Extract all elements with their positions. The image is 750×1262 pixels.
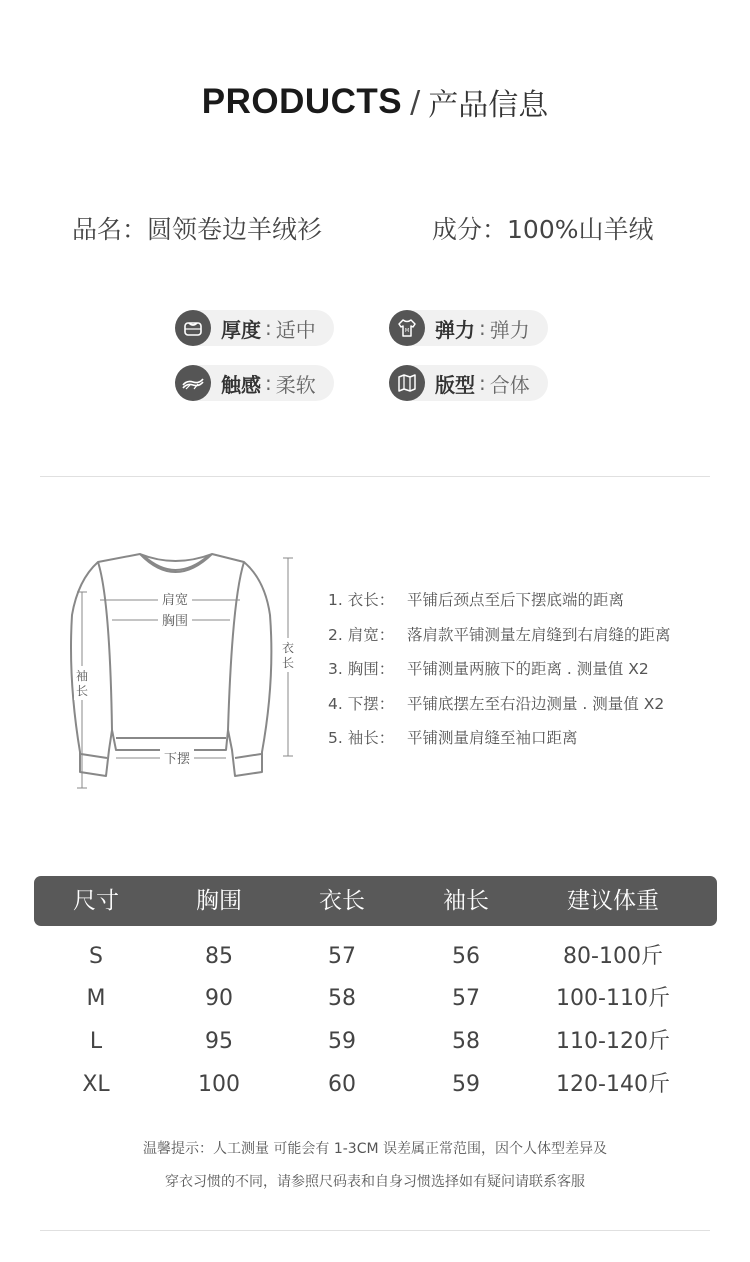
label-sleeve-1: 袖: [75, 669, 89, 683]
pattern-map-icon: [389, 365, 425, 401]
feature-colon: :: [265, 371, 272, 395]
cell-weight: 110-120斤: [556, 1029, 670, 1054]
sweater-diagram: [60, 540, 310, 800]
cell-size: L: [89, 1029, 103, 1054]
product-name-label: 品名：: [72, 215, 148, 244]
table-row: [0, 936, 750, 978]
bottom-divider: [40, 1230, 710, 1231]
product-material-value: 100%山羊绒: [507, 215, 654, 244]
cell-size: M: [86, 986, 106, 1011]
feature-value: 弹力: [489, 317, 530, 342]
cell-sleeve: 59: [452, 1072, 480, 1097]
title-separator: /: [410, 84, 421, 120]
fabric-touch-icon: [175, 365, 211, 401]
feature-touch: [175, 365, 334, 401]
note-label: 3. 胸围：: [328, 660, 395, 678]
cell-sleeve: 57: [452, 986, 480, 1011]
svg-text:M: M: [404, 328, 410, 334]
feature-colon: :: [265, 316, 272, 340]
cell-sleeve: 56: [452, 944, 480, 969]
note-label: 2. 肩宽：: [328, 625, 395, 644]
cell-length: 58: [328, 986, 356, 1011]
note-text: 平铺底摆左至右沿边测量 . 测量值 X2: [407, 694, 665, 713]
feature-label: 弹力: [435, 317, 475, 342]
divider: [40, 476, 710, 477]
cell-weight: 100-110斤: [556, 986, 670, 1011]
cell-length: 57: [328, 944, 356, 969]
label-length-2: 长: [281, 656, 295, 670]
title-en: PRODUCTS: [201, 82, 403, 121]
header-chest: 胸围: [196, 888, 242, 914]
label-hem: 下摆: [163, 752, 191, 767]
label-sleeve-2: 长: [75, 684, 89, 698]
cell-size: S: [89, 944, 103, 969]
table-row: [0, 1021, 750, 1063]
title-cn: 产品信息: [428, 88, 549, 123]
cell-chest: 100: [198, 1072, 240, 1097]
product-material: [432, 210, 654, 246]
cell-weight: 120-140斤: [556, 1072, 670, 1097]
product-name: [72, 210, 322, 246]
note-item: [328, 657, 671, 692]
note-text: 落肩款平铺测量左肩缝到右肩缝的距离: [407, 625, 671, 644]
cell-length: 60: [328, 1072, 356, 1097]
label-shoulder: 肩宽: [161, 593, 189, 608]
page-title: [0, 80, 750, 124]
table-row: [0, 978, 750, 1020]
tshirt-icon: [389, 310, 425, 346]
note-item: [328, 726, 671, 761]
cell-chest: 85: [205, 944, 233, 969]
sweater-folded-icon: [175, 310, 211, 346]
note-label: 5. 袖长：: [328, 729, 395, 747]
feature-value: 柔软: [275, 372, 316, 397]
note-item: [328, 623, 671, 658]
feature-label: 厚度: [221, 317, 261, 342]
note-item: [328, 692, 671, 727]
header-weight: 建议体重: [567, 888, 659, 914]
product-name-value: 圆领卷边羊绒衫: [147, 215, 323, 244]
product-material-label: 成分：: [432, 215, 508, 244]
note-text: 平铺测量两腋下的距离 . 测量值 X2: [407, 660, 649, 678]
tip-line-2: 穿衣习惯的不同，请参照尺码表和自身习惯选择如有疑问请联系客服: [165, 1174, 585, 1190]
note-text: 平铺后颈点至后下摆底端的距离: [407, 591, 625, 609]
cell-size: XL: [82, 1072, 110, 1097]
note-item: [328, 588, 671, 623]
label-length-1: 衣: [281, 641, 295, 655]
feature-colon: :: [479, 316, 486, 340]
table-row: [0, 1064, 750, 1106]
feature-label: 触感: [221, 372, 261, 397]
feature-thickness: [175, 310, 334, 346]
header-size: 尺寸: [73, 888, 119, 914]
note-text: 平铺测量肩缝至袖口距离: [407, 729, 578, 747]
feature-label: 版型: [435, 372, 475, 397]
feature-colon: :: [479, 371, 486, 395]
measurement-notes: [328, 588, 671, 761]
cell-length: 59: [328, 1029, 356, 1054]
label-chest: 胸围: [161, 614, 189, 629]
cell-weight: 80-100斤: [563, 944, 663, 969]
feature-fit: [389, 365, 548, 401]
feature-value: 合体: [489, 372, 530, 397]
feature-value: 适中: [275, 317, 316, 342]
note-label: 1. 衣长：: [328, 591, 395, 609]
cell-sleeve: 58: [452, 1029, 480, 1054]
cell-chest: 90: [205, 986, 233, 1011]
tip-line-1: 温馨提示：人工测量 可能会有 1-3CM 误差属正常范围，因个人体型差异及: [142, 1141, 608, 1157]
size-table-header: [34, 876, 717, 926]
note-label: 4. 下摆：: [328, 694, 395, 713]
header-sleeve: 袖长: [443, 888, 489, 914]
header-length: 衣长: [319, 888, 365, 914]
cell-chest: 95: [205, 1029, 233, 1054]
feature-elasticity: [389, 310, 548, 346]
